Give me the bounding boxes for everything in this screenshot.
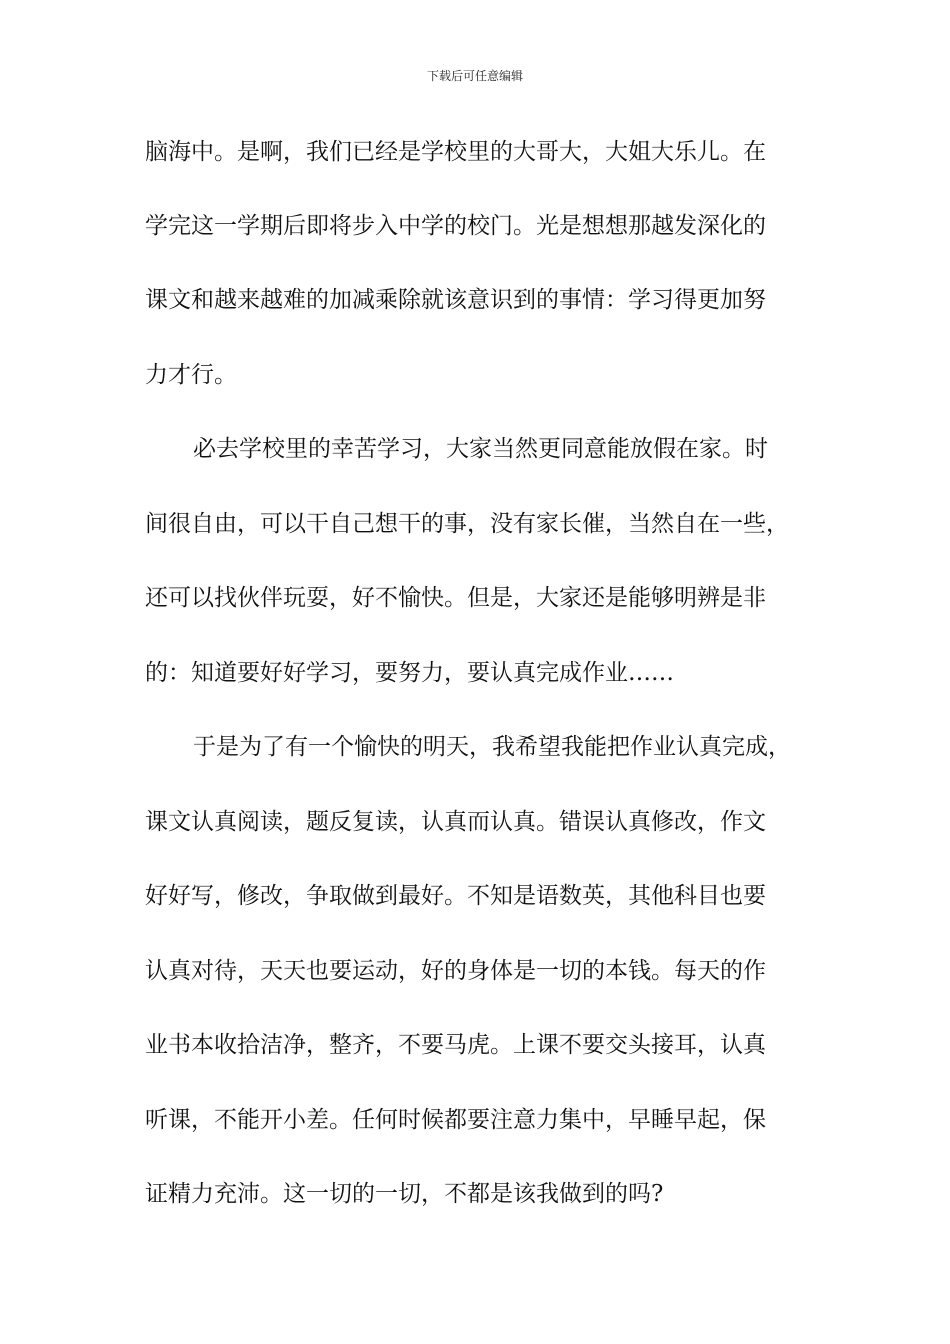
text-line-12: 认真对待，天天也要运动，好的身体是一切的本钱。每天的作 [145,958,766,984]
text-line-15: 证精力充沛。这一切的一切，不都是该我做到的吗? [145,1181,664,1207]
text-line-7: 还可以找伙伴玩耍，好不愉快。但是，大家还是能够明辨是非 [145,585,766,611]
text-line-10: 课文认真阅读，题反复读，认真而认真。错误认真修改，作文 [145,809,766,835]
text-line-11: 好好写，修改，争取做到最好。不知是语数英，其他科目也要 [145,883,766,909]
paragraph-3-first-line: 于是为了有一个愉快的明天，我希望我能把作业认真完成， [193,734,791,760]
text-line-3: 课文和越来越难的加减乘除就该意识到的事情：学习得更加努 [145,287,766,313]
text-line-13: 业书本收拾洁净，整齐，不要马虎。上课不要交头接耳，认真 [145,1032,766,1058]
text-line-1: 脑海中。是啊，我们已经是学校里的大哥大，大姐大乐儿。在 [145,139,766,165]
page-header: 下载后可任意编辑 [426,69,523,83]
text-line-6: 间很自由，可以干自己想干的事，没有家长催，当然自在一些， [145,511,789,537]
text-line-4: 力才行。 [145,362,237,388]
text-line-14: 听课，不能开小差。任何时候都要注意力集中，早睡早起，保 [145,1107,766,1133]
text-line-8: 的：知道要好好学习，要努力，要认真完成作业…… [145,660,674,686]
text-line-2: 学完这一学期后即将步入中学的校门。光是想想那越发深化的 [145,213,766,239]
paragraph-2-first-line: 必去学校里的幸苦学习，大家当然更同意能放假在家。时 [193,436,768,462]
